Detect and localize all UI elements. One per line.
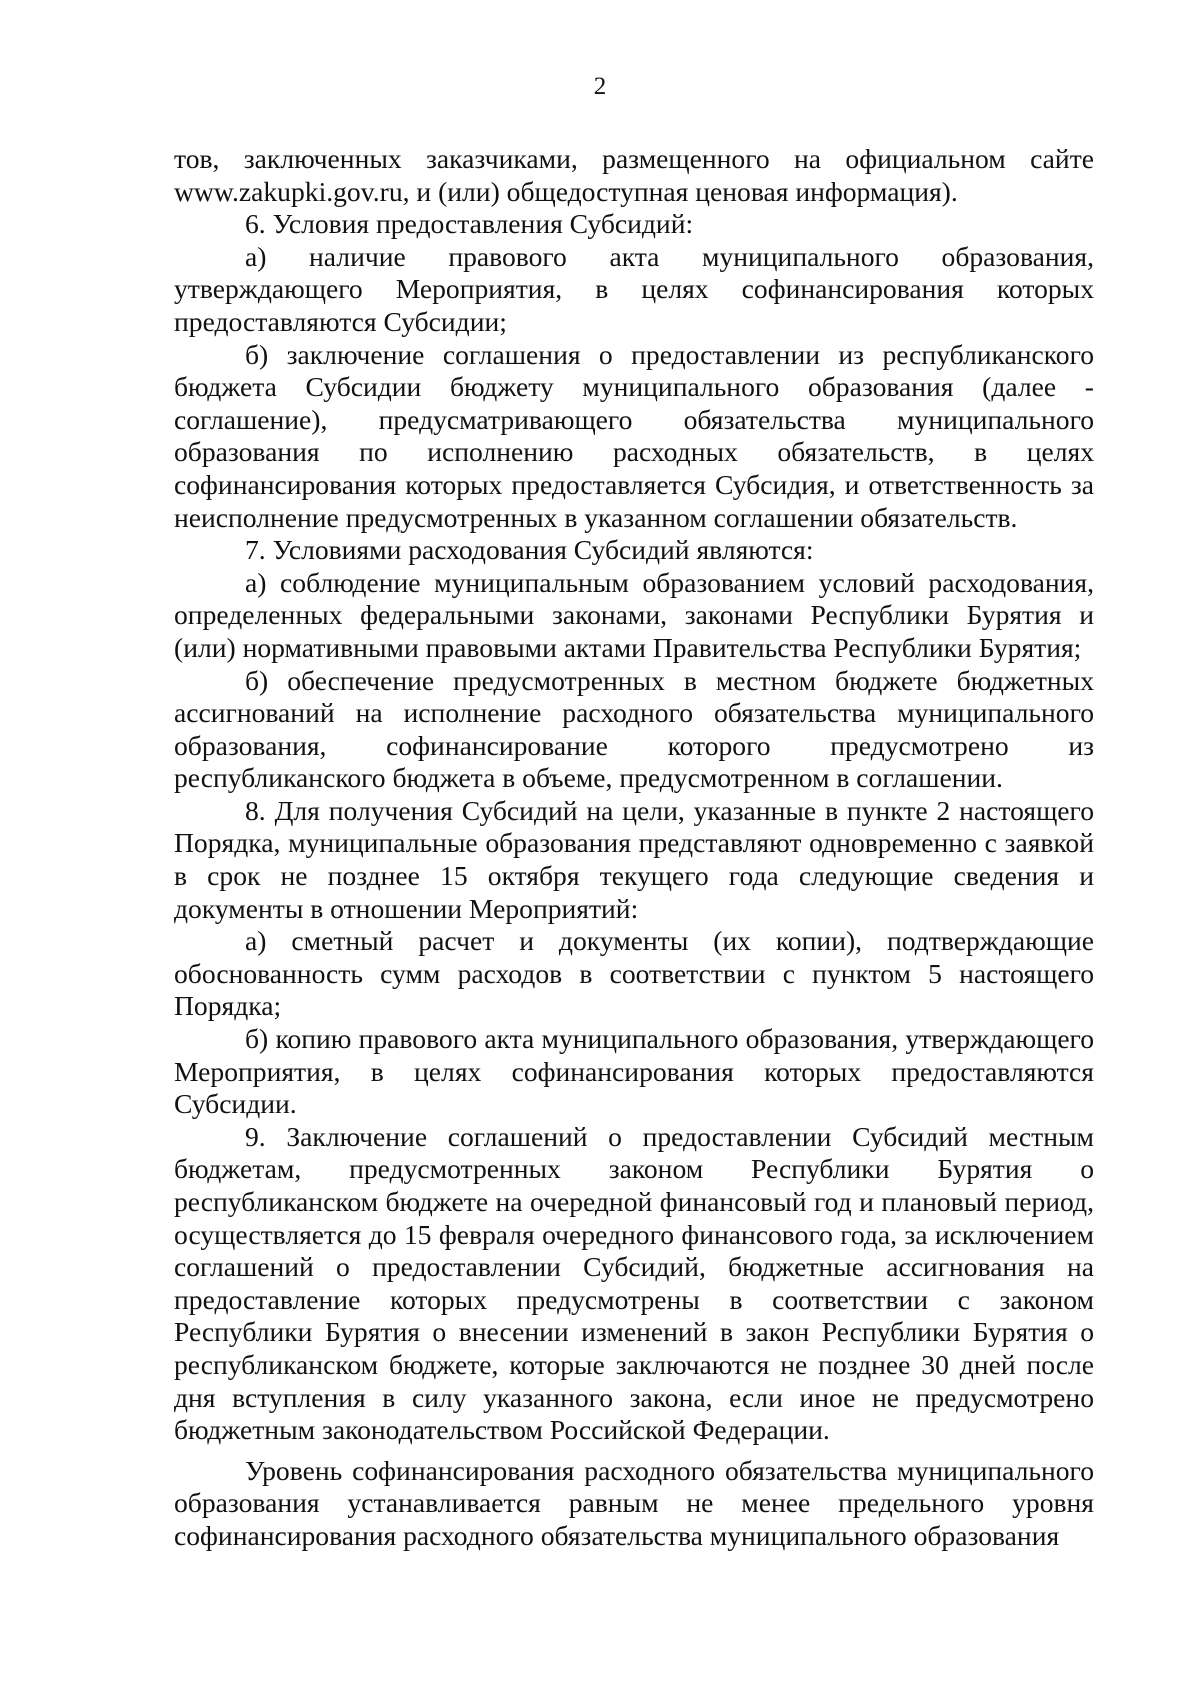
paragraph-item-8: 8. Для получения Субсидий на цели, указанные в пункте 2 настоящего Порядка, муниципальные образования представляют одновременно с заявкой в срок не позднее 15 октября текущего года следующие сведения и документы в отношении Мероприятий: bbox=[174, 794, 1094, 924]
paragraph-item-6a: а) наличие правового акта муниципального образования, утверждающего Мероприятия, в целях софинансирования которых предоставляются Субсидии; bbox=[174, 240, 1094, 337]
paragraph-item-7b: б) обеспечение предусмотренных в местном бюджете бюджетных ассигнований на исполнение расходного обязательства муниципального образования, софинансирование которого предусмотрено из республиканского бюджета в объеме, предусмотренном в соглашении. bbox=[174, 664, 1094, 794]
paragraph-item-7a: а) соблюдение муниципальным образованием условий расходования, определенных федеральными законами, законами Республики Бурятия и (или) нормативными правовыми актами Правительства Республики Бурятия; bbox=[174, 566, 1094, 663]
document-body bbox=[174, 143, 1094, 1553]
paragraph-item-6b: б) заключение соглашения о предоставлении из республиканского бюджета Субсидии бюджету муниципального образования (далее - соглашение), предусматривающего обязательства муниципального образования по исполнению расходных обязательств, в целях софинансирования которых предоставляется Субсидия, и ответственность за неисполнение предусмотренных в указанном соглашении обязательств. bbox=[174, 338, 1094, 533]
paragraph-item-8a: а) сметный расчет и документы (их копии), подтверждающие обоснованность сумм расходов в соответствии с пунктом 5 настоящего Порядка; bbox=[174, 925, 1094, 1022]
paragraph-cofinancing-level: Уровень софинансирования расходного обязательства муниципального образования устанавливается равным не менее предельного уровня софинансирования расходного обязательства муниципального образования bbox=[174, 1454, 1094, 1551]
paragraph-continuation: тов, заключенных заказчиками, размещенного на официальном сайте www.zakupki.gov.ru, и (или) общедоступная ценовая информация). bbox=[174, 143, 1094, 207]
paragraph-item-9: 9. Заключение соглашений о предоставлении Субсидий местным бюджетам, предусмотренных законом Республики Бурятия о республиканском бюджете на очередной финансовый год и плановый период, осуществляется до 15 февраля очередного финансового года, за исключением соглашений о предоставлении Субсидий, бюджетные ассигнования на предоставление которых предусмотрены в соответствии с законом Республики Бурятия о внесении изменений в закон Республики Бурятия о республиканском бюджете, которые заключаются не позднее 30 дней после дня вступления в силу указанного закона, если иное не предусмотрено бюджетным законодательством Российской Федерации. bbox=[174, 1120, 1094, 1446]
paragraph-item-7: 7. Условиями расходования Субсидий являются: bbox=[245, 534, 814, 566]
page-number: 2 bbox=[593, 73, 607, 100]
paragraph-item-6: 6. Условия предоставления Субсидий: bbox=[245, 208, 694, 240]
paragraph-item-8b: б) копию правового акта муниципального образования, утверждающего Мероприятия, в целях софинансирования которых предоставляются Субсидии. bbox=[174, 1023, 1094, 1120]
